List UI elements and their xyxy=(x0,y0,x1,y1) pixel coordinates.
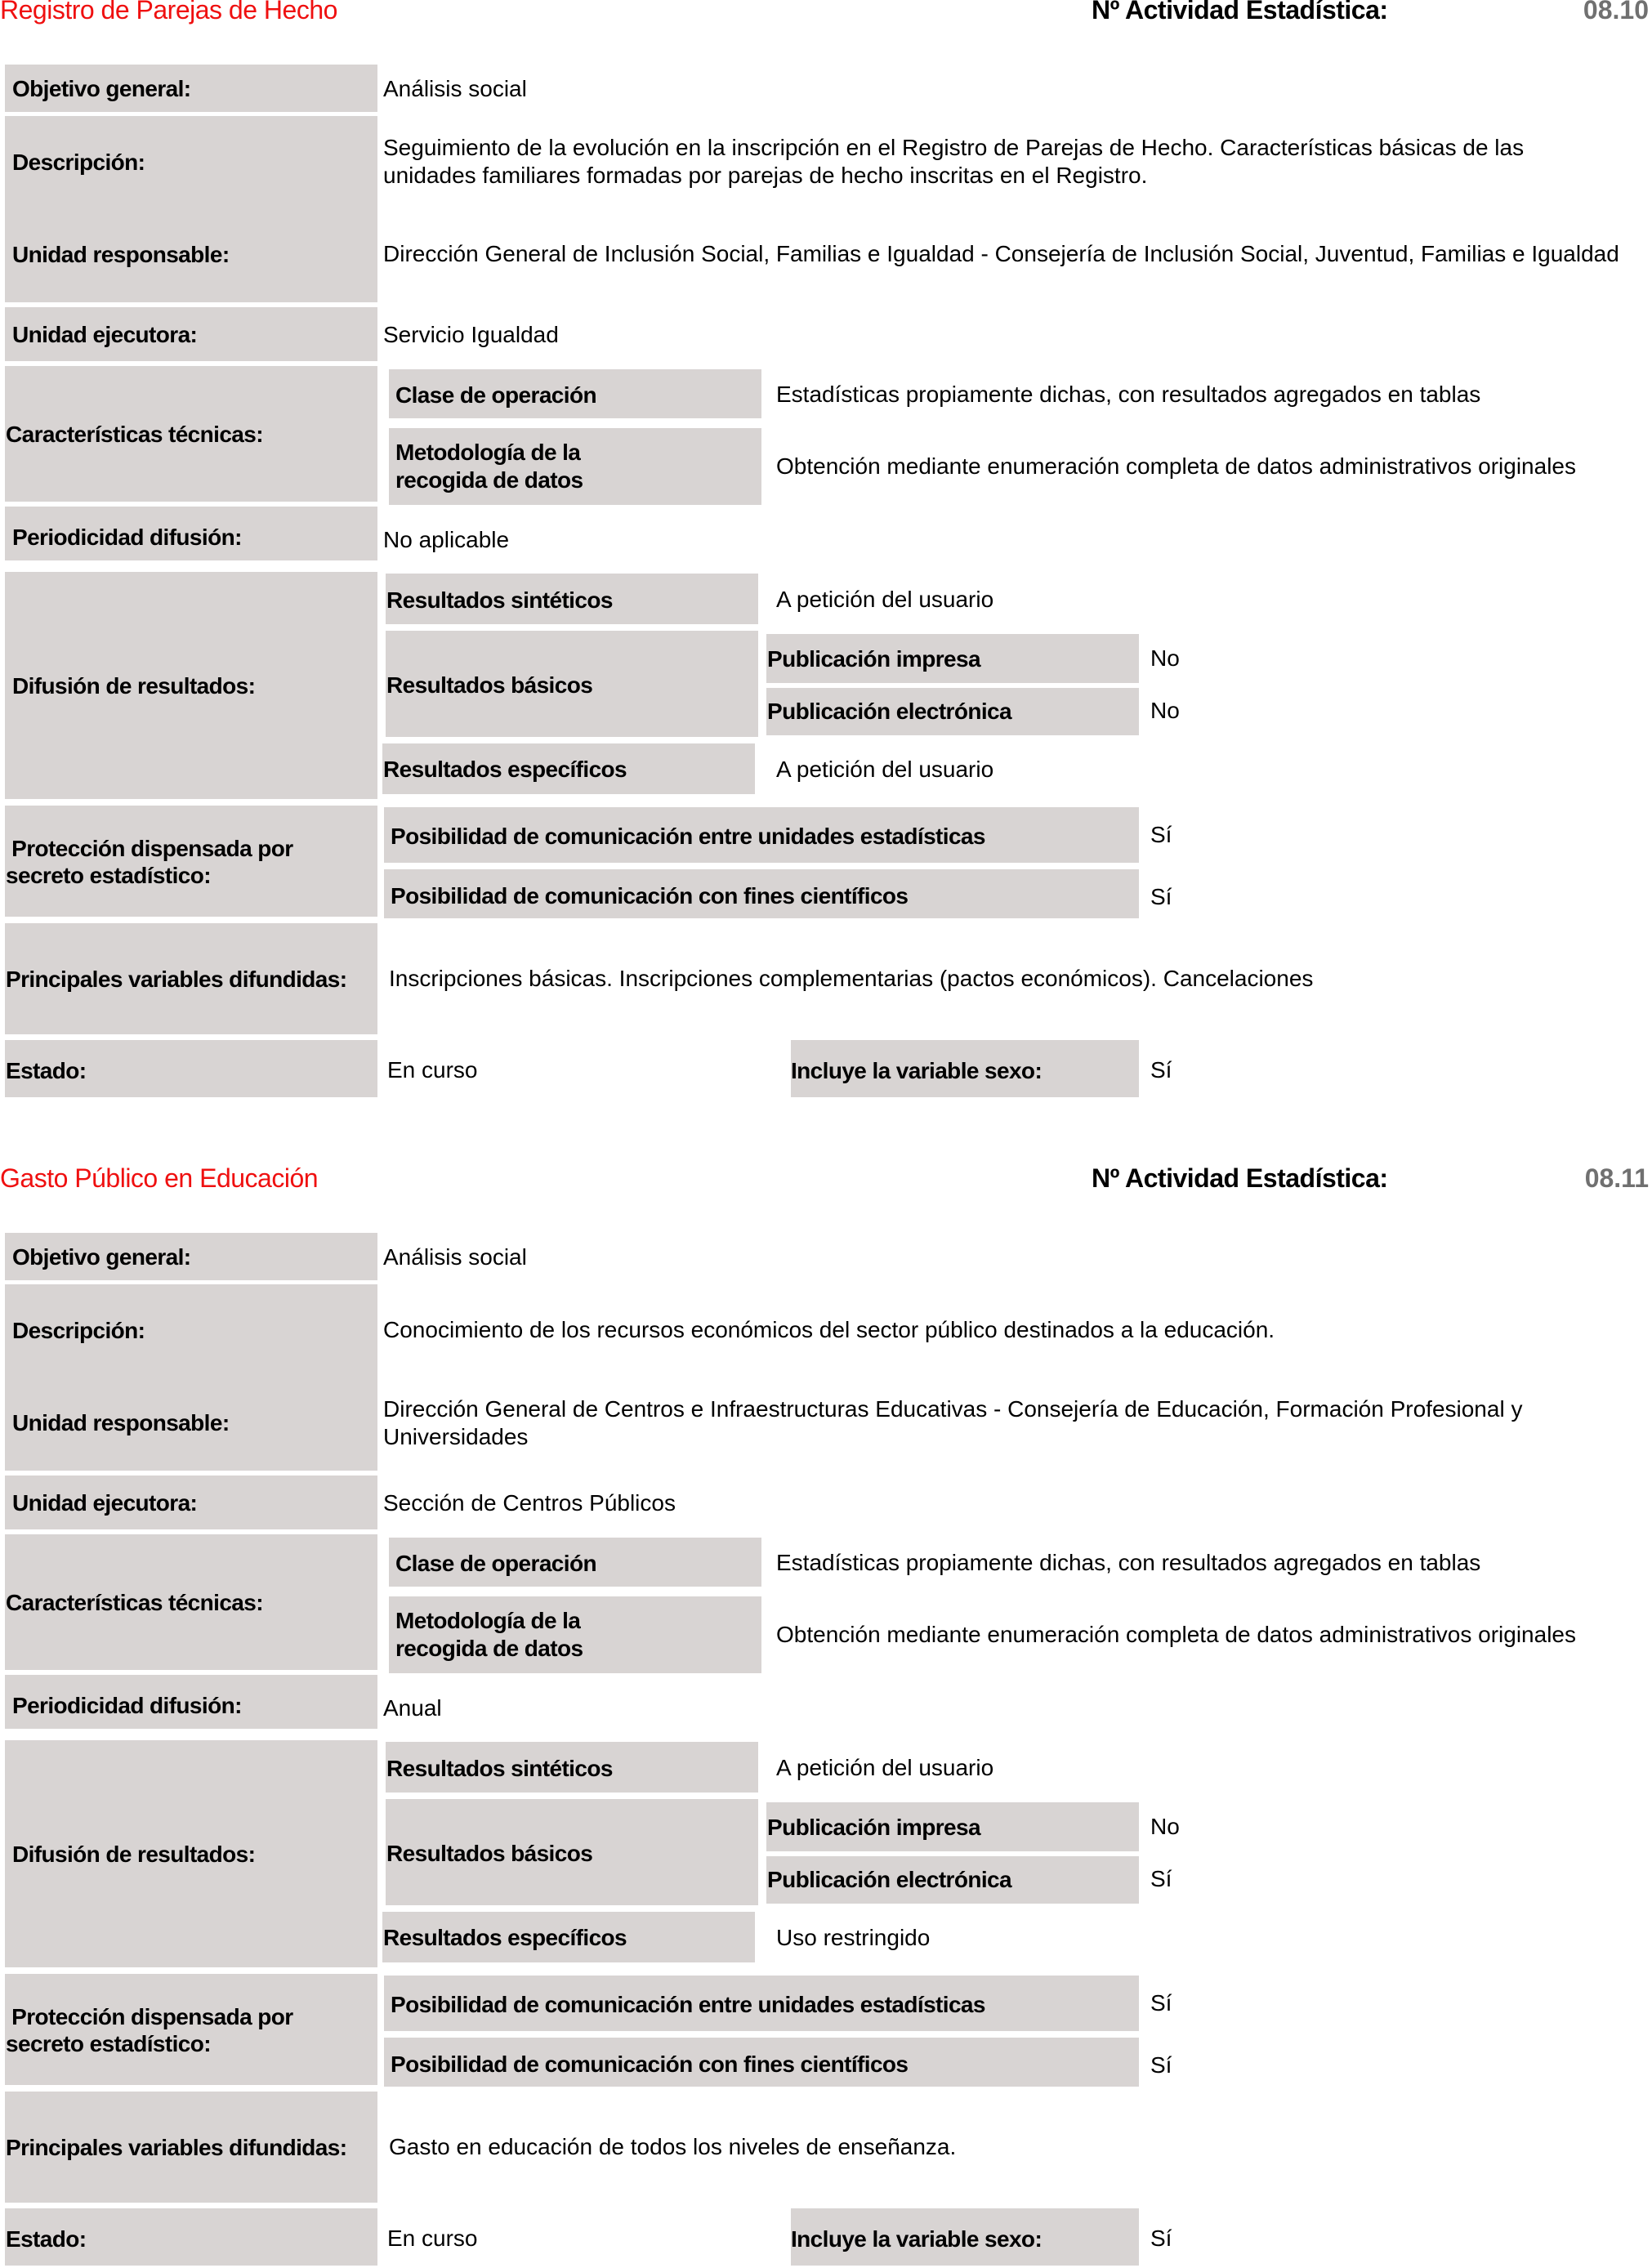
difusion-label: Difusión de resultados: xyxy=(12,1842,256,1867)
proteccion-label-1: Protección dispensada por xyxy=(6,2004,293,2029)
pub-impresa-value: No xyxy=(1150,1814,1180,1839)
variables-label: Principales variables difundidas: xyxy=(6,2135,347,2160)
proteccion-label-1: Protección dispensada por xyxy=(6,836,293,861)
metodologia-value: Obtención mediante enumeración completa de datos administrativos originales xyxy=(776,1622,1576,1647)
caracteristicas-label: Características técnicas: xyxy=(6,422,263,447)
record-title: Gasto Público en Educación xyxy=(0,1163,319,1193)
estado-label: Estado: xyxy=(6,2226,87,2252)
caracteristicas-label: Características técnicas: xyxy=(6,1590,263,1615)
sexo-value: Sí xyxy=(1150,1057,1172,1083)
periodicidad-label: Periodicidad difusión: xyxy=(12,1693,242,1718)
objetivo-label: Objetivo general: xyxy=(12,76,191,101)
sinteticos-label: Resultados sintéticos xyxy=(386,1756,613,1781)
clase-value: Estadísticas propiamente dichas, con resultados agregados en tablas xyxy=(776,1550,1481,1575)
pub-electronica-value: No xyxy=(1150,698,1180,723)
com-unidades-value: Sí xyxy=(1150,822,1172,847)
metodologia-label-1: Metodología de la xyxy=(395,440,581,465)
sexo-label: Incluye la variable sexo: xyxy=(791,1058,1043,1083)
objetivo-value: Análisis social xyxy=(383,76,527,101)
pub-impresa-value: No xyxy=(1150,645,1180,671)
unidad-ejecutora-value: Servicio Igualdad xyxy=(383,322,559,347)
unidad-responsable-value-line-1: Dirección General de Centros e Infraestructuras Educativas - Consejería de Educación, Formación Profesional y xyxy=(383,1396,1523,1422)
descripcion-value-line-1: Seguimiento de la evolución en la inscripción en el Registro de Parejas de Hecho. Características básicas de las xyxy=(383,135,1525,160)
clase-label: Clase de operación xyxy=(395,382,596,408)
especificos-label: Resultados específicos xyxy=(383,757,627,782)
basicos-label: Resultados básicos xyxy=(386,672,593,698)
record-2 xyxy=(0,1163,1652,2268)
com-unidades-value: Sí xyxy=(1150,1990,1172,2016)
estado-value: En curso xyxy=(387,1057,478,1083)
descripcion-label-cell xyxy=(5,1284,377,1471)
unidad-ejecutora-label: Unidad ejecutora: xyxy=(12,322,198,347)
pub-impresa-label: Publicación impresa xyxy=(767,646,980,672)
metodologia-value: Obtención mediante enumeración completa de datos administrativos originales xyxy=(776,453,1576,479)
record-1 xyxy=(0,0,1652,1111)
estado-label: Estado: xyxy=(6,1058,87,1083)
difusion-label: Difusión de resultados: xyxy=(12,673,256,699)
variables-value: Gasto en educación de todos los niveles de enseñanza. xyxy=(389,2134,957,2159)
unidad-ejecutora-label: Unidad ejecutora: xyxy=(12,1490,198,1516)
descripcion-label-cell xyxy=(5,116,377,302)
descripcion-value-line-1: Conocimiento de los recursos económicos del sector público destinados a la educación. xyxy=(383,1317,1275,1342)
descripcion-label: Descripción: xyxy=(12,150,145,175)
com-cientificos-value: Sí xyxy=(1150,2052,1172,2078)
variables-label: Principales variables difundidas: xyxy=(6,967,347,992)
unidad-responsable-label: Unidad responsable: xyxy=(12,1410,230,1435)
com-cientificos-label: Posibilidad de comunicación con fines científicos xyxy=(391,883,909,909)
metodologia-label-2: recogida de datos xyxy=(395,1636,583,1661)
basicos-label: Resultados básicos xyxy=(386,1841,593,1866)
clase-label: Clase de operación xyxy=(395,1551,596,1576)
activity-number-label: Nº Actividad Estadística: xyxy=(1092,1163,1388,1193)
sexo-label: Incluye la variable sexo: xyxy=(791,2226,1043,2252)
clase-value: Estadísticas propiamente dichas, con resultados agregados en tablas xyxy=(776,382,1481,407)
metodologia-label-1: Metodología de la xyxy=(395,1608,581,1633)
unidad-responsable-value-line-2: Universidades xyxy=(383,1424,529,1449)
unidad-responsable-value: Dirección General de Inclusión Social, Familias e Igualdad - Consejería de Inclusión Social, Juventud, Familias e Igualdad xyxy=(383,241,1619,266)
pub-electronica-label: Publicación electrónica xyxy=(767,699,1011,724)
activity-number: 08.10 xyxy=(1583,0,1649,25)
descripcion-label: Descripción: xyxy=(12,1318,145,1343)
metodologia-label-2: recogida de datos xyxy=(395,467,583,493)
objetivo-value: Análisis social xyxy=(383,1244,527,1270)
unidad-responsable-label: Unidad responsable: xyxy=(12,242,230,267)
sexo-value: Sí xyxy=(1150,2226,1172,2251)
especificos-value: Uso restringido xyxy=(776,1925,931,1950)
proteccion-label-2: secreto estadístico: xyxy=(6,863,211,888)
periodicidad-label: Periodicidad difusión: xyxy=(12,525,242,550)
activity-number-label: Nº Actividad Estadística: xyxy=(1092,0,1388,25)
pub-electronica-label: Publicación electrónica xyxy=(767,1867,1011,1892)
periodicidad-value: Anual xyxy=(383,1695,442,1721)
pub-electronica-value: Sí xyxy=(1150,1866,1172,1891)
com-cientificos-value: Sí xyxy=(1150,884,1172,909)
objetivo-label: Objetivo general: xyxy=(12,1244,191,1270)
especificos-label: Resultados específicos xyxy=(383,1925,627,1950)
com-unidades-label: Posibilidad de comunicación entre unidades estadísticas xyxy=(391,824,985,849)
record-title: Registro de Parejas de Hecho xyxy=(0,0,337,25)
descripcion-value-line-2: unidades familiares formadas por parejas de hecho inscritas en el Registro. xyxy=(383,163,1148,188)
sinteticos-label: Resultados sintéticos xyxy=(386,587,613,613)
proteccion-label-2: secreto estadístico: xyxy=(6,2031,211,2056)
unidad-ejecutora-value: Sección de Centros Públicos xyxy=(383,1490,676,1516)
sinteticos-value: A petición del usuario xyxy=(776,1755,994,1780)
periodicidad-value: No aplicable xyxy=(383,527,510,552)
sinteticos-value: A petición del usuario xyxy=(776,587,994,612)
variables-value: Inscripciones básicas. Inscripciones complementarias (pactos económicos). Cancelaciones xyxy=(389,966,1314,991)
pub-impresa-label: Publicación impresa xyxy=(767,1815,980,1840)
activity-number: 08.11 xyxy=(1584,1163,1649,1193)
com-unidades-label: Posibilidad de comunicación entre unidades estadísticas xyxy=(391,1992,985,2017)
especificos-value: A petición del usuario xyxy=(776,757,994,782)
estado-value: En curso xyxy=(387,2226,478,2251)
com-cientificos-label: Posibilidad de comunicación con fines científicos xyxy=(391,2051,909,2077)
